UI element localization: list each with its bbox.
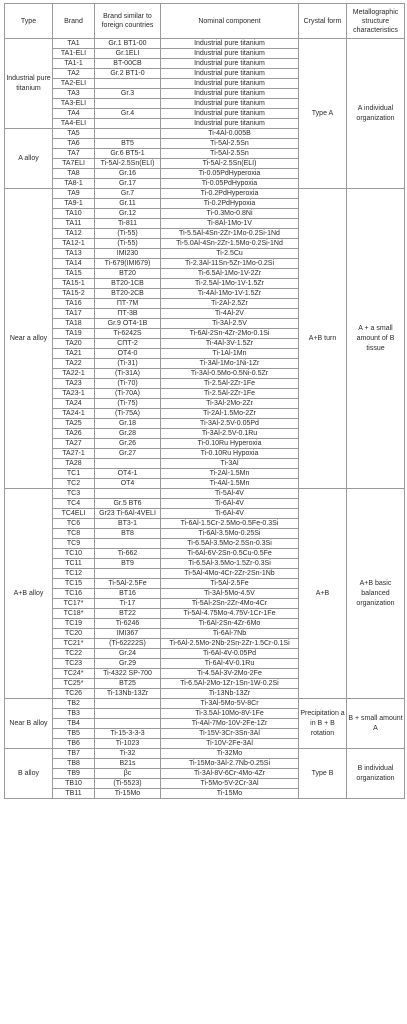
brand-cell: TC18* <box>53 609 95 619</box>
similar-brand-cell: BT20-1CB <box>95 279 161 289</box>
table-row <box>5 39 405 49</box>
brand-cell: TA24 <box>53 399 95 409</box>
similar-brand-cell: (Ti-31A) <box>95 369 161 379</box>
brand-cell: TA4 <box>53 109 95 119</box>
similar-brand-cell: Ti-4322 SP-700 <box>95 669 161 679</box>
similar-brand-cell: BT8 <box>95 529 161 539</box>
brand-cell: TA5 <box>53 129 95 139</box>
brand-cell: TC12 <box>53 569 95 579</box>
component-cell: Ti-5Al-4V <box>161 489 299 499</box>
brand-cell: TA27-1 <box>53 449 95 459</box>
brand-cell: TA23-1 <box>53 389 95 399</box>
brand-cell: TA9 <box>53 189 95 199</box>
brand-cell: TA7ELI <box>53 159 95 169</box>
brand-cell: TB9 <box>53 769 95 779</box>
header-structure: Metallographic structure characteristics <box>347 4 405 39</box>
component-cell: Ti-5Al-2.5Sn(ELI) <box>161 159 299 169</box>
brand-cell: TA1 <box>53 39 95 49</box>
type-cell: Near a alloy <box>5 189 53 489</box>
brand-cell: TC4ELI <box>53 509 95 519</box>
brand-cell: TC25* <box>53 679 95 689</box>
similar-brand-cell: Ti-13Nb-13Zr <box>95 689 161 699</box>
brand-cell: TA15-1 <box>53 279 95 289</box>
brand-cell: TA1-ELI <box>53 49 95 59</box>
similar-brand-cell: Ti-32 <box>95 749 161 759</box>
component-cell: Ti-6.5Al-3.5Mo-2.5Sn-0.3Si <box>161 539 299 549</box>
component-cell: Ti-6Al-4V-0.1Ru <box>161 659 299 669</box>
alloy-table-container <box>4 3 404 799</box>
similar-brand-cell: Gr.7 <box>95 189 161 199</box>
component-cell: Ti-3Al-8V-6Cr-4Mo-4Zr <box>161 769 299 779</box>
similar-brand-cell: Gr.24 <box>95 649 161 659</box>
component-cell: Ti-1Al-1Mn <box>161 349 299 359</box>
similar-brand-cell: BT3-1 <box>95 519 161 529</box>
brand-cell: TA4-ELI <box>53 119 95 129</box>
component-cell: Ti-3Al <box>161 459 299 469</box>
component-cell: Ti-4Al-1Mo-1V-1.5Zr <box>161 289 299 299</box>
component-cell: Ti-15V-3Cr-3Sn-3Al <box>161 729 299 739</box>
similar-brand-cell: Gr.1ELI <box>95 49 161 59</box>
similar-brand-cell: Ti-811 <box>95 219 161 229</box>
component-cell: Ti-0.2PdHyperoxia <box>161 189 299 199</box>
header-type: Type <box>5 4 53 39</box>
component-cell: Ti-5Mo-5V-2Cr-3Al <box>161 779 299 789</box>
similar-brand-cell: (Ti-75A) <box>95 409 161 419</box>
similar-brand-cell <box>95 719 161 729</box>
component-cell: Industrial pure titanium <box>161 39 299 49</box>
brand-cell: TA20 <box>53 339 95 349</box>
structure-cell: A + a small amount of B tissue <box>347 189 405 489</box>
component-cell: Ti-6Al-3.5Mo-0.25Si <box>161 529 299 539</box>
brand-cell: TA26 <box>53 429 95 439</box>
component-cell: Ti-3Al-5Mo-4.5V <box>161 589 299 599</box>
component-cell: Ti-3Al-2.5V-0.1Ru <box>161 429 299 439</box>
similar-brand-cell: βc <box>95 769 161 779</box>
similar-brand-cell: (Ti-62222S) <box>95 639 161 649</box>
similar-brand-cell: Gr.16 <box>95 169 161 179</box>
crystal-form-cell: Type B <box>299 749 347 799</box>
brand-cell: TC8 <box>53 529 95 539</box>
brand-cell: TB6 <box>53 739 95 749</box>
component-cell: Ti-2.3Al-11Sn-5Zr-1Mo-0.2Si <box>161 259 299 269</box>
component-cell: Ti-10V-2Fe-3Al <box>161 739 299 749</box>
brand-cell: TC3 <box>53 489 95 499</box>
table-body <box>5 4 405 799</box>
component-cell: Industrial pure titanium <box>161 59 299 69</box>
similar-brand-cell: Ti-15-3-3-3 <box>95 729 161 739</box>
similar-brand-cell: Ti-1023 <box>95 739 161 749</box>
similar-brand-cell: Gr.26 <box>95 439 161 449</box>
brand-cell: TA10 <box>53 209 95 219</box>
similar-brand-cell: BT20 <box>95 269 161 279</box>
component-cell: Ti-2.5Al-1Mo-1V-1.5Zr <box>161 279 299 289</box>
brand-cell: TC1 <box>53 469 95 479</box>
component-cell: Ti-3.5Al-10Mo-8V-1Fe <box>161 709 299 719</box>
brand-cell: TC4 <box>53 499 95 509</box>
component-cell: Ti-0.05PdHypoxia <box>161 179 299 189</box>
similar-brand-cell <box>95 489 161 499</box>
similar-brand-cell: Ti-679(IMI679) <box>95 259 161 269</box>
brand-cell: TC21* <box>53 639 95 649</box>
similar-brand-cell: Gr.11 <box>95 199 161 209</box>
brand-cell: TA28 <box>53 459 95 469</box>
component-cell: Ti-6.5Al-1Mo-1V-2Zr <box>161 269 299 279</box>
brand-cell: TC11 <box>53 559 95 569</box>
brand-cell: TA15-2 <box>53 289 95 299</box>
brand-cell: TA19 <box>53 329 95 339</box>
similar-brand-cell: IMI230 <box>95 249 161 259</box>
component-cell: Ti-5Al-4.75Mo-4.75V-1Cr-1Fe <box>161 609 299 619</box>
brand-cell: TB3 <box>53 709 95 719</box>
similar-brand-cell: OT4-0 <box>95 349 161 359</box>
brand-cell: TA24-1 <box>53 409 95 419</box>
component-cell: Ti-6Al-2Sn-4Zr-6Mo <box>161 619 299 629</box>
component-cell: Ti-2Al-1.5Mo-2Zr <box>161 409 299 419</box>
component-cell: Ti-0.10Ru Hypoxia <box>161 449 299 459</box>
similar-brand-cell: BT16 <box>95 589 161 599</box>
similar-brand-cell: (Ti-55) <box>95 239 161 249</box>
type-cell: B alloy <box>5 749 53 799</box>
brand-cell: TC23 <box>53 659 95 669</box>
brand-cell: TA27 <box>53 439 95 449</box>
component-cell: Ti-4Al-7Mo-10V-2Fe-1Zr <box>161 719 299 729</box>
similar-brand-cell: BT25 <box>95 679 161 689</box>
table-row <box>5 699 405 709</box>
structure-cell: B + small amount A <box>347 699 405 749</box>
brand-cell: TB8 <box>53 759 95 769</box>
similar-brand-cell: Gr.18 <box>95 419 161 429</box>
component-cell: Ti-4.5Al-3V-2Mo-2Fe <box>161 669 299 679</box>
brand-cell: TA9-1 <box>53 199 95 209</box>
similar-brand-cell <box>95 699 161 709</box>
similar-brand-cell: OT4 <box>95 479 161 489</box>
similar-brand-cell <box>95 539 161 549</box>
component-cell: Industrial pure titanium <box>161 99 299 109</box>
structure-cell: A+B basic balanced organization <box>347 489 405 699</box>
brand-cell: TC22 <box>53 649 95 659</box>
header-row <box>5 4 405 39</box>
similar-brand-cell: (Ti-70A) <box>95 389 161 399</box>
similar-brand-cell <box>95 569 161 579</box>
component-cell: Ti-3Al-1Mo-1Ni-1Zr <box>161 359 299 369</box>
component-cell: Ti-2.5Al-2Zr-1Fe <box>161 379 299 389</box>
component-cell: Industrial pure titanium <box>161 89 299 99</box>
component-cell: Ti-6Al-4V <box>161 509 299 519</box>
similar-brand-cell <box>95 709 161 719</box>
brand-cell: TA7 <box>53 149 95 159</box>
brand-cell: TB2 <box>53 699 95 709</box>
similar-brand-cell: Gr.17 <box>95 179 161 189</box>
brand-cell: TC19 <box>53 619 95 629</box>
similar-brand-cell: Gr.27 <box>95 449 161 459</box>
component-cell: Industrial pure titanium <box>161 49 299 59</box>
brand-cell: TC17* <box>53 599 95 609</box>
brand-cell: TA22 <box>53 359 95 369</box>
similar-brand-cell: Gr.5 BT6 <box>95 499 161 509</box>
similar-brand-cell: (Ti-5523) <box>95 779 161 789</box>
brand-cell: TC16 <box>53 589 95 599</box>
component-cell: Ti-0.2PdHypoxia <box>161 199 299 209</box>
similar-brand-cell <box>95 459 161 469</box>
header-nominal-component: Nominal component <box>161 4 299 39</box>
similar-brand-cell: Gr.29 <box>95 659 161 669</box>
table-row <box>5 189 405 199</box>
similar-brand-cell <box>95 99 161 109</box>
brand-cell: TA11 <box>53 219 95 229</box>
brand-cell: TA14 <box>53 259 95 269</box>
brand-cell: TA8-1 <box>53 179 95 189</box>
component-cell: Ti-6Al-2.5Mo-2Nb-2Sn-2Zr-1.5Cr-0.1Si <box>161 639 299 649</box>
similar-brand-cell: BT9 <box>95 559 161 569</box>
titanium-alloy-table <box>4 3 405 799</box>
component-cell: Ti-5Al-2.5Fe <box>161 579 299 589</box>
header-crystal-form: Crystal form <box>299 4 347 39</box>
component-cell: Ti-15Mo <box>161 789 299 799</box>
brand-cell: TA2-ELI <box>53 79 95 89</box>
component-cell: Ti-6Al-6V-2Sn-0.5Cu-0.5Fe <box>161 549 299 559</box>
brand-cell: TB11 <box>53 789 95 799</box>
brand-cell: TA22-1 <box>53 369 95 379</box>
brand-cell: TA12 <box>53 229 95 239</box>
brand-cell: TA25 <box>53 419 95 429</box>
brand-cell: TA3-ELI <box>53 99 95 109</box>
component-cell: Ti-4Al-2V <box>161 309 299 319</box>
component-cell: Ti-8Al-1Mo-1V <box>161 219 299 229</box>
component-cell: Ti-5Al-4Mo-4Cr-2Zr-2Sn-1Nb <box>161 569 299 579</box>
component-cell: Ti-2Al-1.5Mn <box>161 469 299 479</box>
component-cell: Ti-3Al-2.5V-0.05Pd <box>161 419 299 429</box>
brand-cell: TA1-1 <box>53 59 95 69</box>
similar-brand-cell <box>95 79 161 89</box>
similar-brand-cell: Ti-662 <box>95 549 161 559</box>
component-cell: Ti-6.5Al-2Mo-1Zr-1Sn-1W-0.2Si <box>161 679 299 689</box>
similar-brand-cell: Gr.1 BT1-00 <box>95 39 161 49</box>
component-cell: Ti-32Mo <box>161 749 299 759</box>
component-cell: Ti-5Al-2.5Sn <box>161 149 299 159</box>
component-cell: Ti-5Al-2Sn-2Zr-4Mo-4Cr <box>161 599 299 609</box>
component-cell: Ti-13Nb-13Zr <box>161 689 299 699</box>
type-cell: A+B alloy <box>5 489 53 699</box>
component-cell: Ti-0.05PdHyperoxia <box>161 169 299 179</box>
component-cell: Ti-6Al-4V-0.05Pd <box>161 649 299 659</box>
similar-brand-cell: IMI367 <box>95 629 161 639</box>
brand-cell: TA17 <box>53 309 95 319</box>
table-row <box>5 489 405 499</box>
brand-cell: TB4 <box>53 719 95 729</box>
similar-brand-cell: Ti-17 <box>95 599 161 609</box>
similar-brand-cell: Gr.9 OT4-1B <box>95 319 161 329</box>
component-cell: Ti-3Al-2Mo-2Zr <box>161 399 299 409</box>
similar-brand-cell: Gr.6 BT5-1 <box>95 149 161 159</box>
component-cell: Ti-6Al-4V <box>161 499 299 509</box>
component-cell: Ti-0.10Ru Hyperoxia <box>161 439 299 449</box>
similar-brand-cell <box>95 129 161 139</box>
crystal-form-cell: Type A <box>299 39 347 189</box>
component-cell: Ti-6Al-1.5Cr-2.5Mo-0.5Fe-0.3Si <box>161 519 299 529</box>
structure-cell: B individual organization <box>347 749 405 799</box>
brand-cell: TA23 <box>53 379 95 389</box>
brand-cell: TB10 <box>53 779 95 789</box>
similar-brand-cell: BT20-2CB <box>95 289 161 299</box>
similar-brand-cell: Gr.3 <box>95 89 161 99</box>
similar-brand-cell: Gr.12 <box>95 209 161 219</box>
component-cell: Ti-5Al-2.5Sn <box>161 139 299 149</box>
brand-cell: TA12-1 <box>53 239 95 249</box>
brand-cell: TA3 <box>53 89 95 99</box>
brand-cell: TA15 <box>53 269 95 279</box>
structure-cell: A individual organization <box>347 39 405 189</box>
type-cell: Industrial pure titanium <box>5 39 53 129</box>
similar-brand-cell: (Ti-75) <box>95 399 161 409</box>
table-row <box>5 749 405 759</box>
brand-cell: TA16 <box>53 299 95 309</box>
brand-cell: TA18 <box>53 319 95 329</box>
brand-cell: TA6 <box>53 139 95 149</box>
similar-brand-cell: Gr.28 <box>95 429 161 439</box>
similar-brand-cell: (Ti-55) <box>95 229 161 239</box>
similar-brand-cell: ПТ-7M <box>95 299 161 309</box>
component-cell: Ti-6Al-2Sn-4Zr-2Mo-0.1Si <box>161 329 299 339</box>
similar-brand-cell: Gr.4 <box>95 109 161 119</box>
component-cell: Industrial pure titanium <box>161 69 299 79</box>
component-cell: Ti-5.0Al-4Sn-2Zr-1.5Mo-0.2Si-1Nd <box>161 239 299 249</box>
brand-cell: TC9 <box>53 539 95 549</box>
component-cell: Ti-3Al-0.5Mo-0.5Ni-0.5Zr <box>161 369 299 379</box>
component-cell: Ti-4Al-0.005B <box>161 129 299 139</box>
similar-brand-cell: Ti-5Al-2.5Fe <box>95 579 161 589</box>
brand-cell: TA21 <box>53 349 95 359</box>
similar-brand-cell: СПТ-2 <box>95 339 161 349</box>
component-cell: Ti-3Al-2.5V <box>161 319 299 329</box>
similar-brand-cell: BT22 <box>95 609 161 619</box>
component-cell: Ti-2.5Al-2Zr-1Fe <box>161 389 299 399</box>
component-cell: Ti-2Al-2.5Zr <box>161 299 299 309</box>
component-cell: Ti-2.5Cu <box>161 249 299 259</box>
component-cell: Ti-3Al-5Mo-5V-8Cr <box>161 699 299 709</box>
similar-brand-cell: (Ti-70) <box>95 379 161 389</box>
brand-cell: TA13 <box>53 249 95 259</box>
brand-cell: TC26 <box>53 689 95 699</box>
component-cell: Ti-15Mo-3Al-2.7Nb-0.25Si <box>161 759 299 769</box>
component-cell: Industrial pure titanium <box>161 119 299 129</box>
similar-brand-cell: BT5 <box>95 139 161 149</box>
similar-brand-cell: Ti-5Al-2.5Sn(ELI) <box>95 159 161 169</box>
similar-brand-cell <box>95 119 161 129</box>
similar-brand-cell: Ti-15Mo <box>95 789 161 799</box>
similar-brand-cell: Ti-6242S <box>95 329 161 339</box>
component-cell: Ti-6.5Al-3.5Mo-1.5Zr-0.3Si <box>161 559 299 569</box>
component-cell: Ti-4Al-1.5Mn <box>161 479 299 489</box>
brand-cell: TA2 <box>53 69 95 79</box>
header-similar-brand: Brand similar to foreign countries <box>95 4 161 39</box>
header-brand: Brand <box>53 4 95 39</box>
brand-cell: TB7 <box>53 749 95 759</box>
similar-brand-cell: B21s <box>95 759 161 769</box>
similar-brand-cell: BT-00CB <box>95 59 161 69</box>
similar-brand-cell: Gr.2 BT1-0 <box>95 69 161 79</box>
brand-cell: TA8 <box>53 169 95 179</box>
crystal-form-cell: A+B turn <box>299 189 347 489</box>
brand-cell: TB5 <box>53 729 95 739</box>
brand-cell: TC2 <box>53 479 95 489</box>
type-cell: A alloy <box>5 129 53 189</box>
brand-cell: TC24* <box>53 669 95 679</box>
component-cell: Ti-6Al-7Nb <box>161 629 299 639</box>
component-cell: Ti-0.3Mo-0.8Ni <box>161 209 299 219</box>
similar-brand-cell: (Ti-31) <box>95 359 161 369</box>
component-cell: Ti-4Al-3V-1.5Zr <box>161 339 299 349</box>
component-cell: Ti-5.5Al-4Sn-2Zr-1Mo-0.2Si-1Nd <box>161 229 299 239</box>
component-cell: Industrial pure titanium <box>161 79 299 89</box>
brand-cell: TC20 <box>53 629 95 639</box>
brand-cell: TC6 <box>53 519 95 529</box>
crystal-form-cell: A+B <box>299 489 347 699</box>
crystal-form-cell: Precipitation a in B + B rotation <box>299 699 347 749</box>
similar-brand-cell: ПТ-3B <box>95 309 161 319</box>
brand-cell: TC15 <box>53 579 95 589</box>
similar-brand-cell: OT4-1 <box>95 469 161 479</box>
component-cell: Industrial pure titanium <box>161 109 299 119</box>
similar-brand-cell: Ti-6246 <box>95 619 161 629</box>
brand-cell: TC10 <box>53 549 95 559</box>
type-cell: Near B alloy <box>5 699 53 749</box>
similar-brand-cell: Gr23 Ti-6Al-4VELI <box>95 509 161 519</box>
